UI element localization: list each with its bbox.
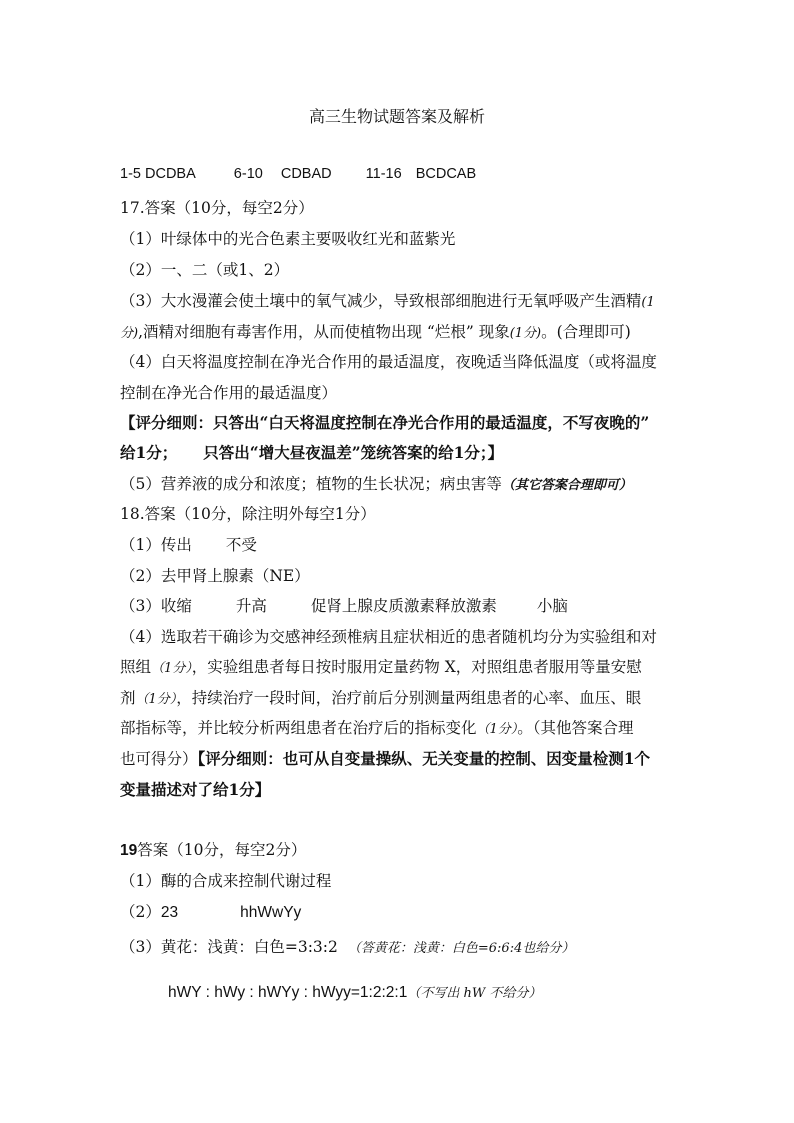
q19-answer-1: （1）酶的合成来控制代谢过程 (120, 872, 332, 890)
q17-answer-2: （2）一、二（或1、2） (120, 261, 290, 279)
q18-header: 18.答案（10分，除注明外每空1分） (120, 505, 376, 523)
q17-answer-3-line-2 (120, 322, 631, 344)
q18-answer-4-line-3 (120, 688, 641, 710)
q17-answer-3-text: 。(合理即可) (541, 323, 631, 341)
q18-answer-3-a: （3）收缩 (120, 597, 192, 615)
q17-header: 17.答案（10分，每空2分） (120, 199, 314, 217)
q18-answer-4-line-2 (120, 657, 642, 679)
q18-score-note: （1分） (135, 692, 177, 707)
q18-answer-4-text: ，实验组患者每日按时服用定量药物 X，对照组患者服用等量安慰 (191, 658, 642, 676)
q19-answer-2-a: 23 (160, 904, 179, 921)
q18-scoring-note-line-2: 变量描述对了给1分】 (120, 780, 271, 799)
mc-answer-3: BCDCAB (415, 166, 477, 182)
q19-answer-2-label: （2） (120, 903, 161, 921)
q18-answer-4-line-5 (120, 749, 650, 769)
q18-answer-4-text: 剂 (120, 689, 136, 707)
q17-answer-3-text: （3）大水漫灌会使土壤中的氧气减少，导致根部细胞进行无氧呼吸产生酒精 (120, 292, 642, 310)
q17-answer-3-text: ,酒精对细胞有毒害作用，从而使植物出现 “烂根” 现象 (138, 323, 510, 341)
q18-answer-1-a: （1）传出 (120, 536, 192, 554)
mc-range-2: 6-10 (233, 166, 263, 182)
q18-answer-2: （2）去甲肾上腺素（NE） (120, 567, 310, 585)
q19-answer-3-note: （答黄花：浅黄：白色=6:6:4也给分） (347, 941, 575, 956)
q19-answer-2 (120, 902, 301, 923)
mc-range-3: 11-16 (365, 166, 402, 182)
q17-scoring-note-line-1: 【评分细则：只答出“白天将温度控制在净光合作用的最适温度，不写夜晚的” (120, 413, 650, 432)
q18-answer-4-text: 也可得分） (120, 750, 198, 768)
mc-answer-1: DCDBA (145, 166, 196, 182)
q17-scoring-note-part: 给1分； (120, 443, 178, 462)
q17-scoring-note-line-2 (120, 443, 503, 463)
q17-score-note: (1分) (509, 326, 542, 341)
q19-answer-3-gametes (168, 982, 541, 1004)
q19-header-text: 答案（10分，每空2分） (137, 841, 307, 859)
q18-answer-3-b: 升高 (235, 597, 267, 615)
q19-answer-2-b: hhWwYy (240, 904, 302, 921)
q17-answer-5-text: （5）营养液的成分和浓度；植物的生长状况；病虫害等 (120, 475, 502, 493)
q19-answer-3-text: （3）黄花：浅黄：白色=3:3:2 (120, 938, 338, 956)
q19-gamete-note: （不写出 hW 不给分） (407, 986, 542, 1001)
mc-answers (120, 164, 476, 184)
q17-answer-4-line-1: （4）白天将温度控制在净光合作用的最适温度，夜晚适当降低温度（或将温度 (120, 353, 657, 371)
page-title: 高三生物试题答案及解析 (308, 107, 485, 126)
q18-answer-3-d: 小脑 (536, 597, 568, 615)
q17-answer-5-note: （其它答案合理即可） (501, 478, 632, 493)
q17-answer-4-line-2: 控制在净光合作用的最适温度） (120, 384, 338, 402)
q18-answer-4-text: 照组 (120, 658, 152, 676)
q18-answer-4-line-1: （4）选取若干确诊为交感神经颈椎病且症状相近的患者随机均分为实验组和对 (120, 628, 657, 646)
q18-answer-4-text: 部指标等，并比较分析两组患者在治疗后的指标变化 (120, 719, 477, 737)
q18-answer-1-b: 不受 (225, 536, 257, 554)
q17-scoring-note-part: 只答出“增大昼夜温差”笼统答案的给1分；】 (203, 443, 504, 462)
q18-answer-4-text: ，持续治疗一段时间，治疗前后分别测量两组患者的心率、血压、眼 (176, 689, 642, 707)
q17-score-note: 分) (120, 326, 139, 341)
q18-answer-3-c: 促肾上腺皮质激素释放激素 (310, 597, 497, 615)
q19-header (120, 840, 306, 861)
q19-number: 19 (120, 842, 138, 859)
mc-range-1: 1-5 (120, 166, 141, 182)
q19-gamete-ratio: hWY : hWy : hWYy : hWyy=1:2:2:1 (168, 984, 408, 1001)
q18-score-note: （1分） (151, 661, 192, 676)
q18-scoring-note: 【评分细则：也可从自变量操纵、无关变量的控制、因变量检测1个 (197, 749, 651, 768)
q18-answer-3 (120, 596, 568, 616)
q17-answer-1: （1）叶绿体中的光合色素主要吸收红光和蓝紫光 (120, 230, 456, 248)
q18-answer-4-line-4 (120, 718, 634, 740)
q18-answer-4-text: 。（其他答案合理 (517, 719, 634, 737)
q17-score-note: (1 (641, 295, 655, 310)
q17-answer-5 (120, 474, 632, 496)
q18-score-note: （1分） (476, 722, 518, 737)
mc-answer-2: CDBAD (280, 166, 332, 182)
q17-answer-3-line-1 (120, 291, 655, 313)
q19-answer-3 (120, 937, 574, 959)
q18-answer-1 (120, 535, 257, 555)
